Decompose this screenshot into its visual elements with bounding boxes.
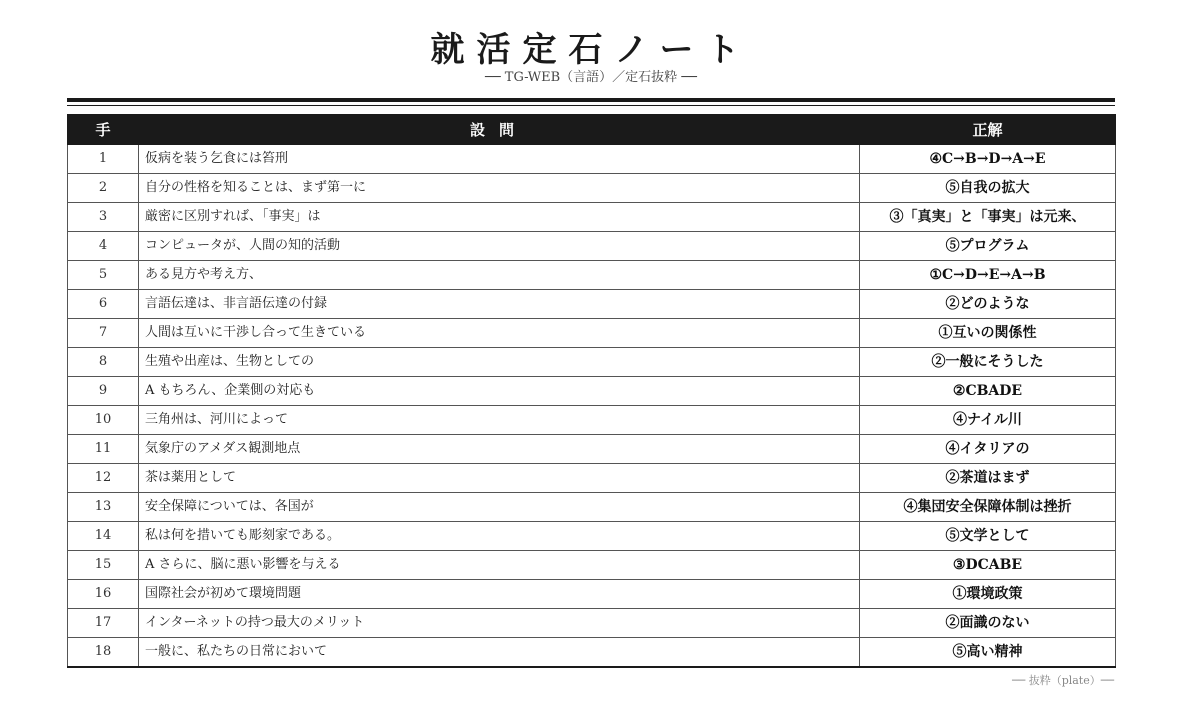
row-question: 言語伝達は、非言語伝達の付録	[139, 290, 860, 319]
row-answer: ①C→D→E→A→B	[860, 261, 1116, 290]
row-number: 2	[68, 174, 139, 203]
header-rule-thin	[67, 105, 1115, 106]
table-body	[68, 145, 1116, 668]
row-answer: ③「真実」と「事実」は元来、	[860, 203, 1116, 232]
row-question: A もちろん、企業側の対応も	[139, 377, 860, 406]
row-answer: ①環境政策	[860, 580, 1116, 609]
row-question: 一般に、私たちの日常において	[139, 638, 860, 668]
row-question: 生殖や出産は、生物としての	[139, 348, 860, 377]
column-header-number: 手	[68, 115, 139, 145]
row-answer: ②茶道はまず	[860, 464, 1116, 493]
table-row	[68, 522, 1116, 551]
row-question: 安全保障については、各国が	[139, 493, 860, 522]
row-answer: ⑤自我の拡大	[860, 174, 1116, 203]
row-question: 三角州は、河川によって	[139, 406, 860, 435]
row-question: 気象庁のアメダス観測地点	[139, 435, 860, 464]
row-number: 4	[68, 232, 139, 261]
row-number: 18	[68, 638, 139, 668]
page-subtitle: ── TG-WEB（言語）／定石抜粋 ──	[485, 70, 697, 85]
row-answer: ③DCABE	[860, 551, 1116, 580]
row-number: 17	[68, 609, 139, 638]
row-answer: ②どのような	[860, 290, 1116, 319]
row-number: 11	[68, 435, 139, 464]
row-answer: ⑤高い精神	[860, 638, 1116, 668]
row-question: 私は何を措いても彫刻家である。	[139, 522, 860, 551]
table-row	[68, 464, 1116, 493]
table-row	[68, 406, 1116, 435]
row-answer: ⑤文学として	[860, 522, 1116, 551]
table-row	[68, 580, 1116, 609]
row-number: 13	[68, 493, 139, 522]
row-number: 7	[68, 319, 139, 348]
row-answer: ④集団安全保障体制は挫折	[860, 493, 1116, 522]
table-row	[68, 493, 1116, 522]
row-question: 国際社会が初めて環境問題	[139, 580, 860, 609]
column-header-question: 設問	[139, 115, 860, 145]
row-question: 厳密に区別すれば、「事実」は	[139, 203, 860, 232]
row-number: 14	[68, 522, 139, 551]
table-row	[68, 290, 1116, 319]
row-number: 1	[68, 145, 139, 174]
row-question: A さらに、脳に悪い影響を与える	[139, 551, 860, 580]
table-row	[68, 377, 1116, 406]
row-question: ある見方や考え方、	[139, 261, 860, 290]
row-answer: ④イタリアの	[860, 435, 1116, 464]
row-answer: ②一般にそうした	[860, 348, 1116, 377]
row-answer: ④C→B→D→A→E	[860, 145, 1116, 174]
table-row	[68, 232, 1116, 261]
row-question: 茶は薬用として	[139, 464, 860, 493]
row-number: 15	[68, 551, 139, 580]
table-row	[68, 551, 1116, 580]
column-header-answer: 正解	[860, 115, 1116, 145]
table-row	[68, 435, 1116, 464]
table-row	[68, 203, 1116, 232]
row-question: 仮病を装う乞食には笞刑	[139, 145, 860, 174]
row-answer: ②CBADE	[860, 377, 1116, 406]
row-number: 3	[68, 203, 139, 232]
row-number: 10	[68, 406, 139, 435]
table-row	[68, 174, 1116, 203]
row-number: 5	[68, 261, 139, 290]
table-row	[68, 638, 1116, 668]
row-number: 16	[68, 580, 139, 609]
row-number: 8	[68, 348, 139, 377]
row-question: インターネットの持つ最大のメリット	[139, 609, 860, 638]
answer-table	[67, 114, 1116, 668]
row-number: 9	[68, 377, 139, 406]
table-row	[68, 319, 1116, 348]
table-row	[68, 348, 1116, 377]
footer-caption: ── 抜粋（plate）──	[1011, 674, 1114, 687]
row-answer: ④ナイル川	[860, 406, 1116, 435]
row-number: 12	[68, 464, 139, 493]
table-row	[68, 261, 1116, 290]
row-question: 人間は互いに干渉し合って生きている	[139, 319, 860, 348]
row-question: 自分の性格を知ることは、まず第一に	[139, 174, 860, 203]
row-answer: ②面識のない	[860, 609, 1116, 638]
header-rule-thick	[67, 98, 1115, 102]
page-title: 就活定石ノート	[430, 30, 752, 70]
table-row	[68, 609, 1116, 638]
row-number: 6	[68, 290, 139, 319]
table-row	[68, 145, 1116, 174]
row-answer: ①互いの関係性	[860, 319, 1116, 348]
row-answer: ⑤プログラム	[860, 232, 1116, 261]
table-header-row	[68, 115, 1116, 145]
row-question: コンピュータが、人間の知的活動	[139, 232, 860, 261]
